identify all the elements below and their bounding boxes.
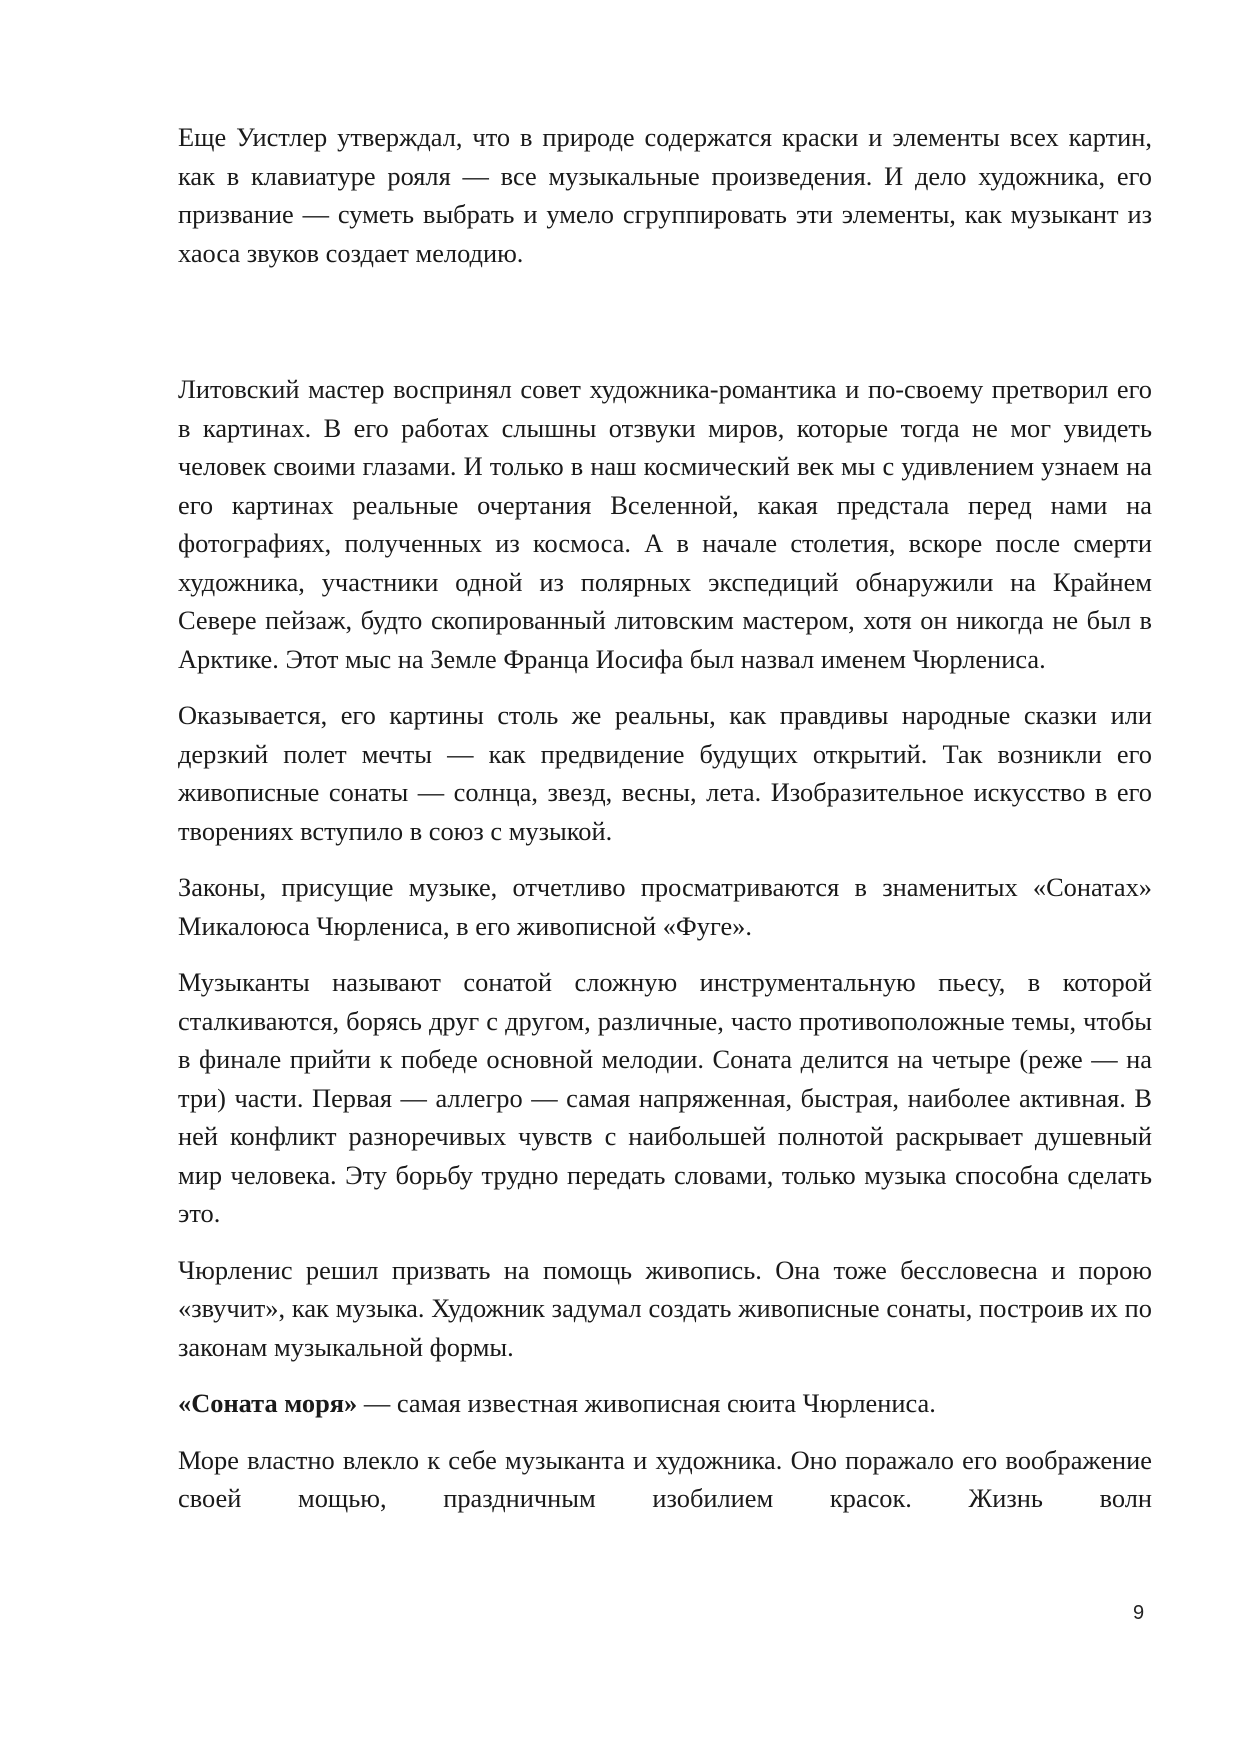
document-body xyxy=(178,118,1152,1518)
paragraph-music-laws: Законы, присущие музыке, отчетливо просматриваются в знаменитых «Сонатах» Микалоюса Чюрлениса, в его живописной «Фуге». xyxy=(178,872,1152,941)
page-number: 9 xyxy=(1133,1602,1145,1624)
paragraph-paintings-real: Оказывается, его картины столь же реальны, как правдивы народные сказки или дерзкий полет мечты — как предвидение будущих открытий. Так возникли его живописные сонаты — солнца, звезд, весны, лета. Изобразительное искусство в его творениях вступило в союз с музыкой. xyxy=(178,700,1152,846)
paragraph-whistler: Еще Уистлер утверждал, что в природе содержатся краски и элементы всех картин, как в клавиатуре рояля — все музыкальные произведения. И дело художника, его призвание — суметь выбрать и умело сгруппировать эти элементы, как музыкант из хаоса звуков создает мелодию. xyxy=(178,122,1152,268)
paragraph-sea-attraction: Море властно влекло к себе музыканта и художника. Оно поражало его воображение своей мощью, праздничным изобилием красок. Жизнь волн xyxy=(178,1444,1152,1513)
paragraph-sea-sonata xyxy=(178,1384,1152,1423)
sonata-title: «Соната моря» xyxy=(178,1388,358,1418)
paragraph-painting-help: Чюрленис решил призвать на помощь живопись. Она тоже бессловесна и порою «звучит», как музыка. Художник задумал создать живописные сонаты, построив их по законам музыкальной формы. xyxy=(178,1254,1152,1362)
paragraph-lithuanian-master: Литовский мастер воспринял совет художника-романтика и по-своему претворил его в картинах. В его работах слышны отзвуки миров, которые тогда не мог увидеть человек своими глазами. И только в наш космический век мы с удивлением узнаем на его картинах реальные очертания Вселенной, какая предстала перед нами на фотографиях, полученных из космоса. А в начале столетия, вскоре после смерти художника, участники одной из полярных экспедиций обнаружили на Крайнем Севере пейзаж, будто скопированный литовским мастером, хотя он никогда не был в Арктике. Этот мыс на Земле Франца Иосифа был назвал именем Чюрлениса. xyxy=(178,374,1152,674)
paragraph-sonata-definition: Музыканты называют сонатой сложную инструментальную пьесу, в которой сталкиваются, борясь друг с другом, различные, часто противоположные темы, чтобы в финале прийти к победе основной мелодии. Соната делится на четыре (реже — на три) части. Первая — аллегро — самая напряженная, быстрая, наиболее активная. В ней конфликт разноречивых чувств с наибольшей полнотой раскрывает душевный мир человека. Эту борьбу трудно передать словами, только музыка способна сделать это. xyxy=(178,967,1152,1228)
sonata-description: — самая известная живописная сюита Чюрлениса. xyxy=(357,1388,936,1418)
